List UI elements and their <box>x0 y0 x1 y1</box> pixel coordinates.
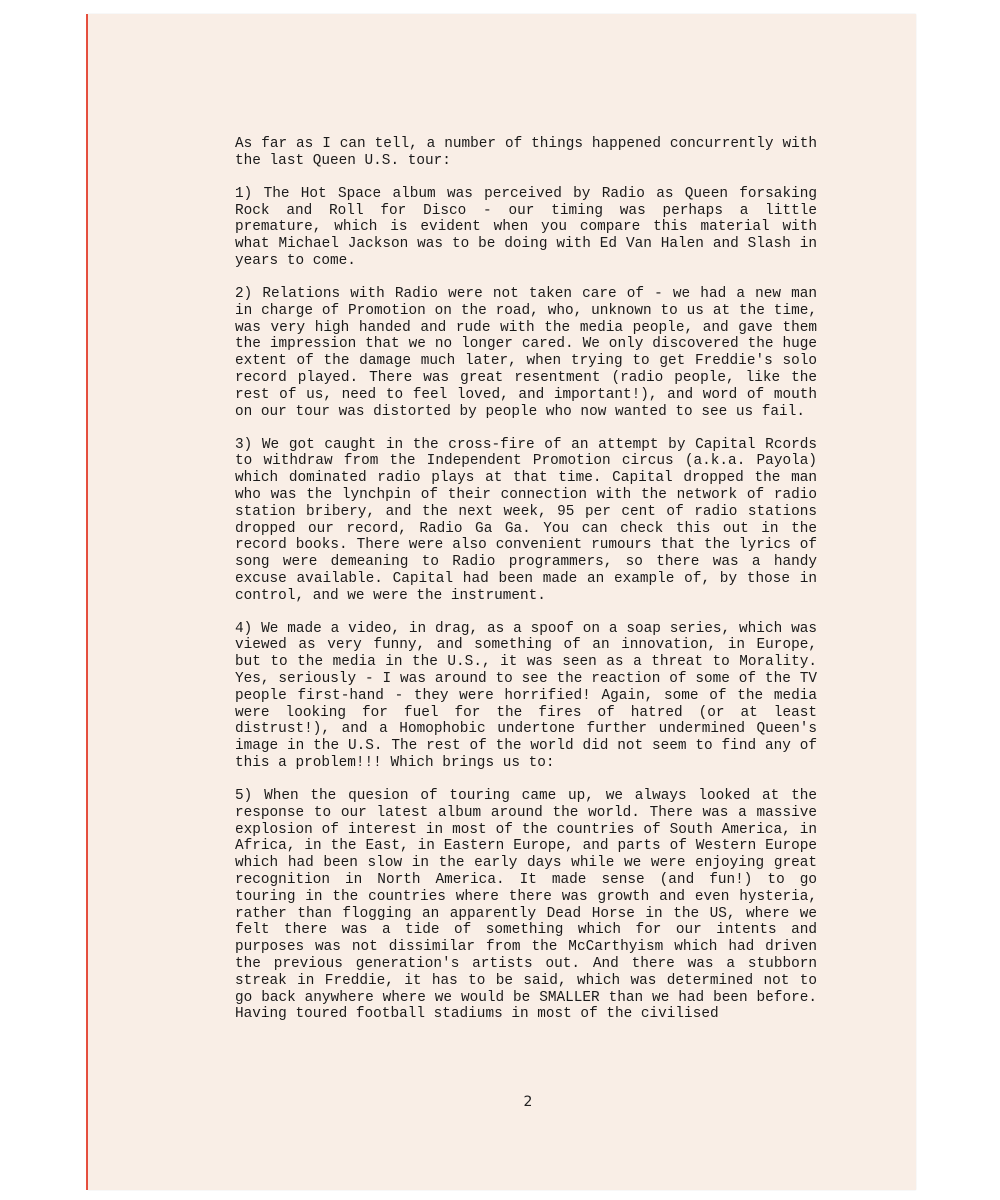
paragraph-intro: As far as I can tell, a number of things happened concurrently with the last Queen U.S. tour: <box>235 136 817 169</box>
paragraph-3: 3) We got caught in the cross-fire of an attempt by Capital Rcords to withdraw from the Independent Promotion circus (a.k.a. Payola) which dominated radio plays at that time. Capital dropped the man who was the lynchpin of their connection with the network of radio station bribery, and the next week, 95 per cent of radio stations dropped our record, Radio Ga Ga. You can check this out in the record books. There were also convenient rumours that the lyrics of song were demeaning to Radio programmers, so there was a handy excuse available. Capital had been made an example of, by those in control, and we were the instrument. <box>235 436 817 604</box>
document-body <box>235 136 817 1039</box>
page-number: 2 <box>523 1094 533 1110</box>
paragraph-5: 5) When the quesion of touring came up, we always looked at the response to our latest album around the world. There was a massive explosion of interest in most of the countries of South America, in Africa, in the East, in Eastern Europe, and parts of Western Europe which had been slow in the early days while we were enjoying great recognition in North America. It made sense (and fun!) to go touring in the countries where there was growth and even hysteria, rather than flogging an apparently Dead Horse in the US, where we felt there was a tide of something which for our intents and purposes was not dissimilar from the McCarthyism which had driven the previous generation's artists out. And there was a stubborn streak in Freddie, it has to be said, which was determined not to go back anywhere where we would be SMALLER than we had been before. Having toured football stadiums in most of the civilised <box>235 788 817 1023</box>
paragraph-1: 1) The Hot Space album was perceived by Radio as Queen forsaking Rock and Roll for Disco - our timing was perhaps a little premature, which is evident when you compare this material with what Michael Jackson was to be doing with Ed Van Halen and Slash in years to come. <box>235 185 817 269</box>
paragraph-4: 4) We made a video, in drag, as a spoof on a soap series, which was viewed as very funny, and something of an innovation, in Europe, but to the media in the U.S., it was seen as a threat to Morality. Yes, seriously - I was around to see the reaction of some of the TV people first-hand - they were horrified! Again, some of the media were looking for fuel for the fires of hatred (or at least distrust!), and a Homophobic undertone further undermined Queen's image in the U.S. The rest of the world did not seem to find any of this a problem!!! Which brings us to: <box>235 620 817 772</box>
paragraph-2: 2) Relations with Radio were not taken care of - we had a new man in charge of Promotion on the road, who, unknown to us at the time, was very high handed and rude with the media people, and gave them the impression that we no longer cared. We only discovered the huge extent of the damage much later, when trying to get Freddie's solo record played. There was great resentment (radio people, like the rest of us, need to feel loved, and important!), and word of mouth on our tour was distorted by people who now wanted to see us fail. <box>235 285 817 420</box>
